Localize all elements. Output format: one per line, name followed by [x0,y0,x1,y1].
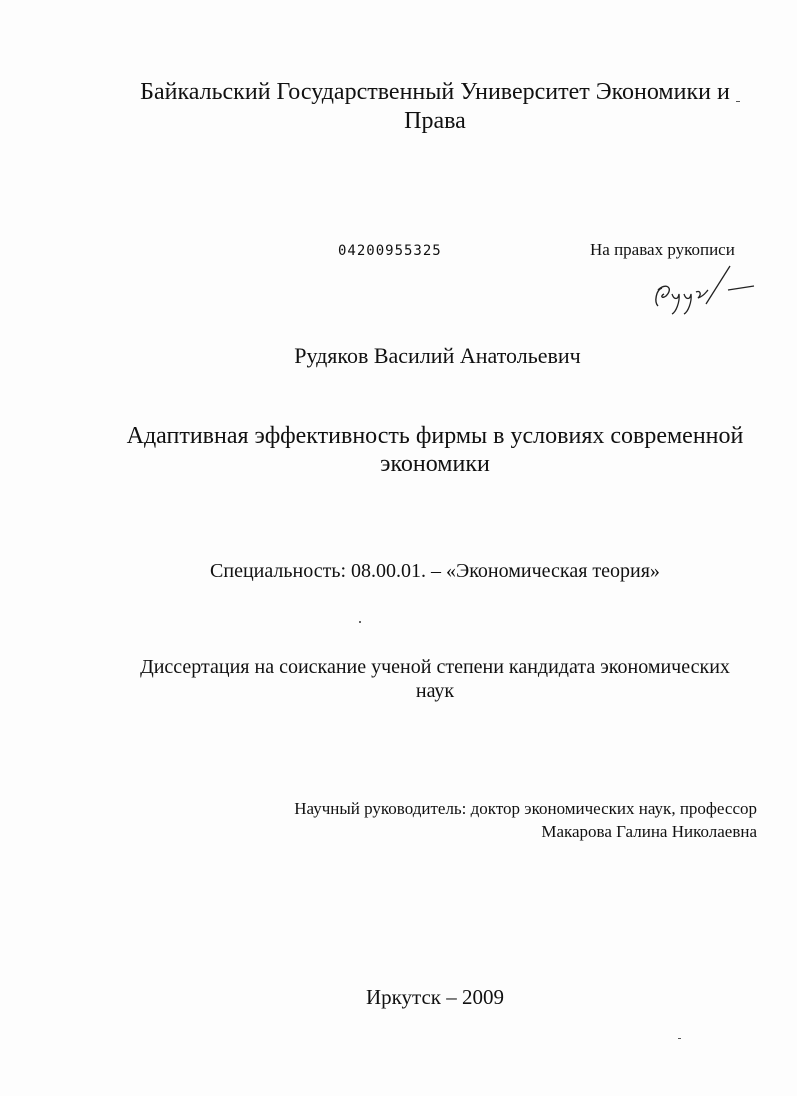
thesis-title-line-1: Адаптивная эффективность фирмы в условиях современной [126,423,744,449]
document-number: 04200955325 [338,243,442,259]
degree-statement-line-2: наук [415,680,455,702]
city-and-year: Иркутск – 2009 [365,985,505,1009]
supervisor-title: Научный руководитель: доктор экономических наук, профессор [294,799,757,818]
scan-speck [736,101,740,102]
university-line-2: Права [404,108,466,134]
scan-speck [678,1038,681,1039]
author-signature-icon [648,262,758,316]
manuscript-rights-note: На правах рукописи [590,240,735,259]
degree-statement [100,655,770,703]
thesis-title-line-2: экономики [380,451,490,477]
degree-statement-line-1: Диссертация на соискание ученой степени кандидата экономических [140,656,730,678]
scan-speck [359,621,361,623]
thesis-title [110,422,760,478]
specialty: Специальность: 08.00.01. – «Экономическая теория» [210,560,660,582]
supervisor-name: Макарова Галина Николаевна [541,822,757,841]
university-line-1: Байкальский Государственный Университет Экономики и [140,79,730,105]
author-name: Рудяков Василий Анатольевич [294,343,581,368]
university-name [120,78,750,136]
scientific-supervisor [294,797,757,843]
